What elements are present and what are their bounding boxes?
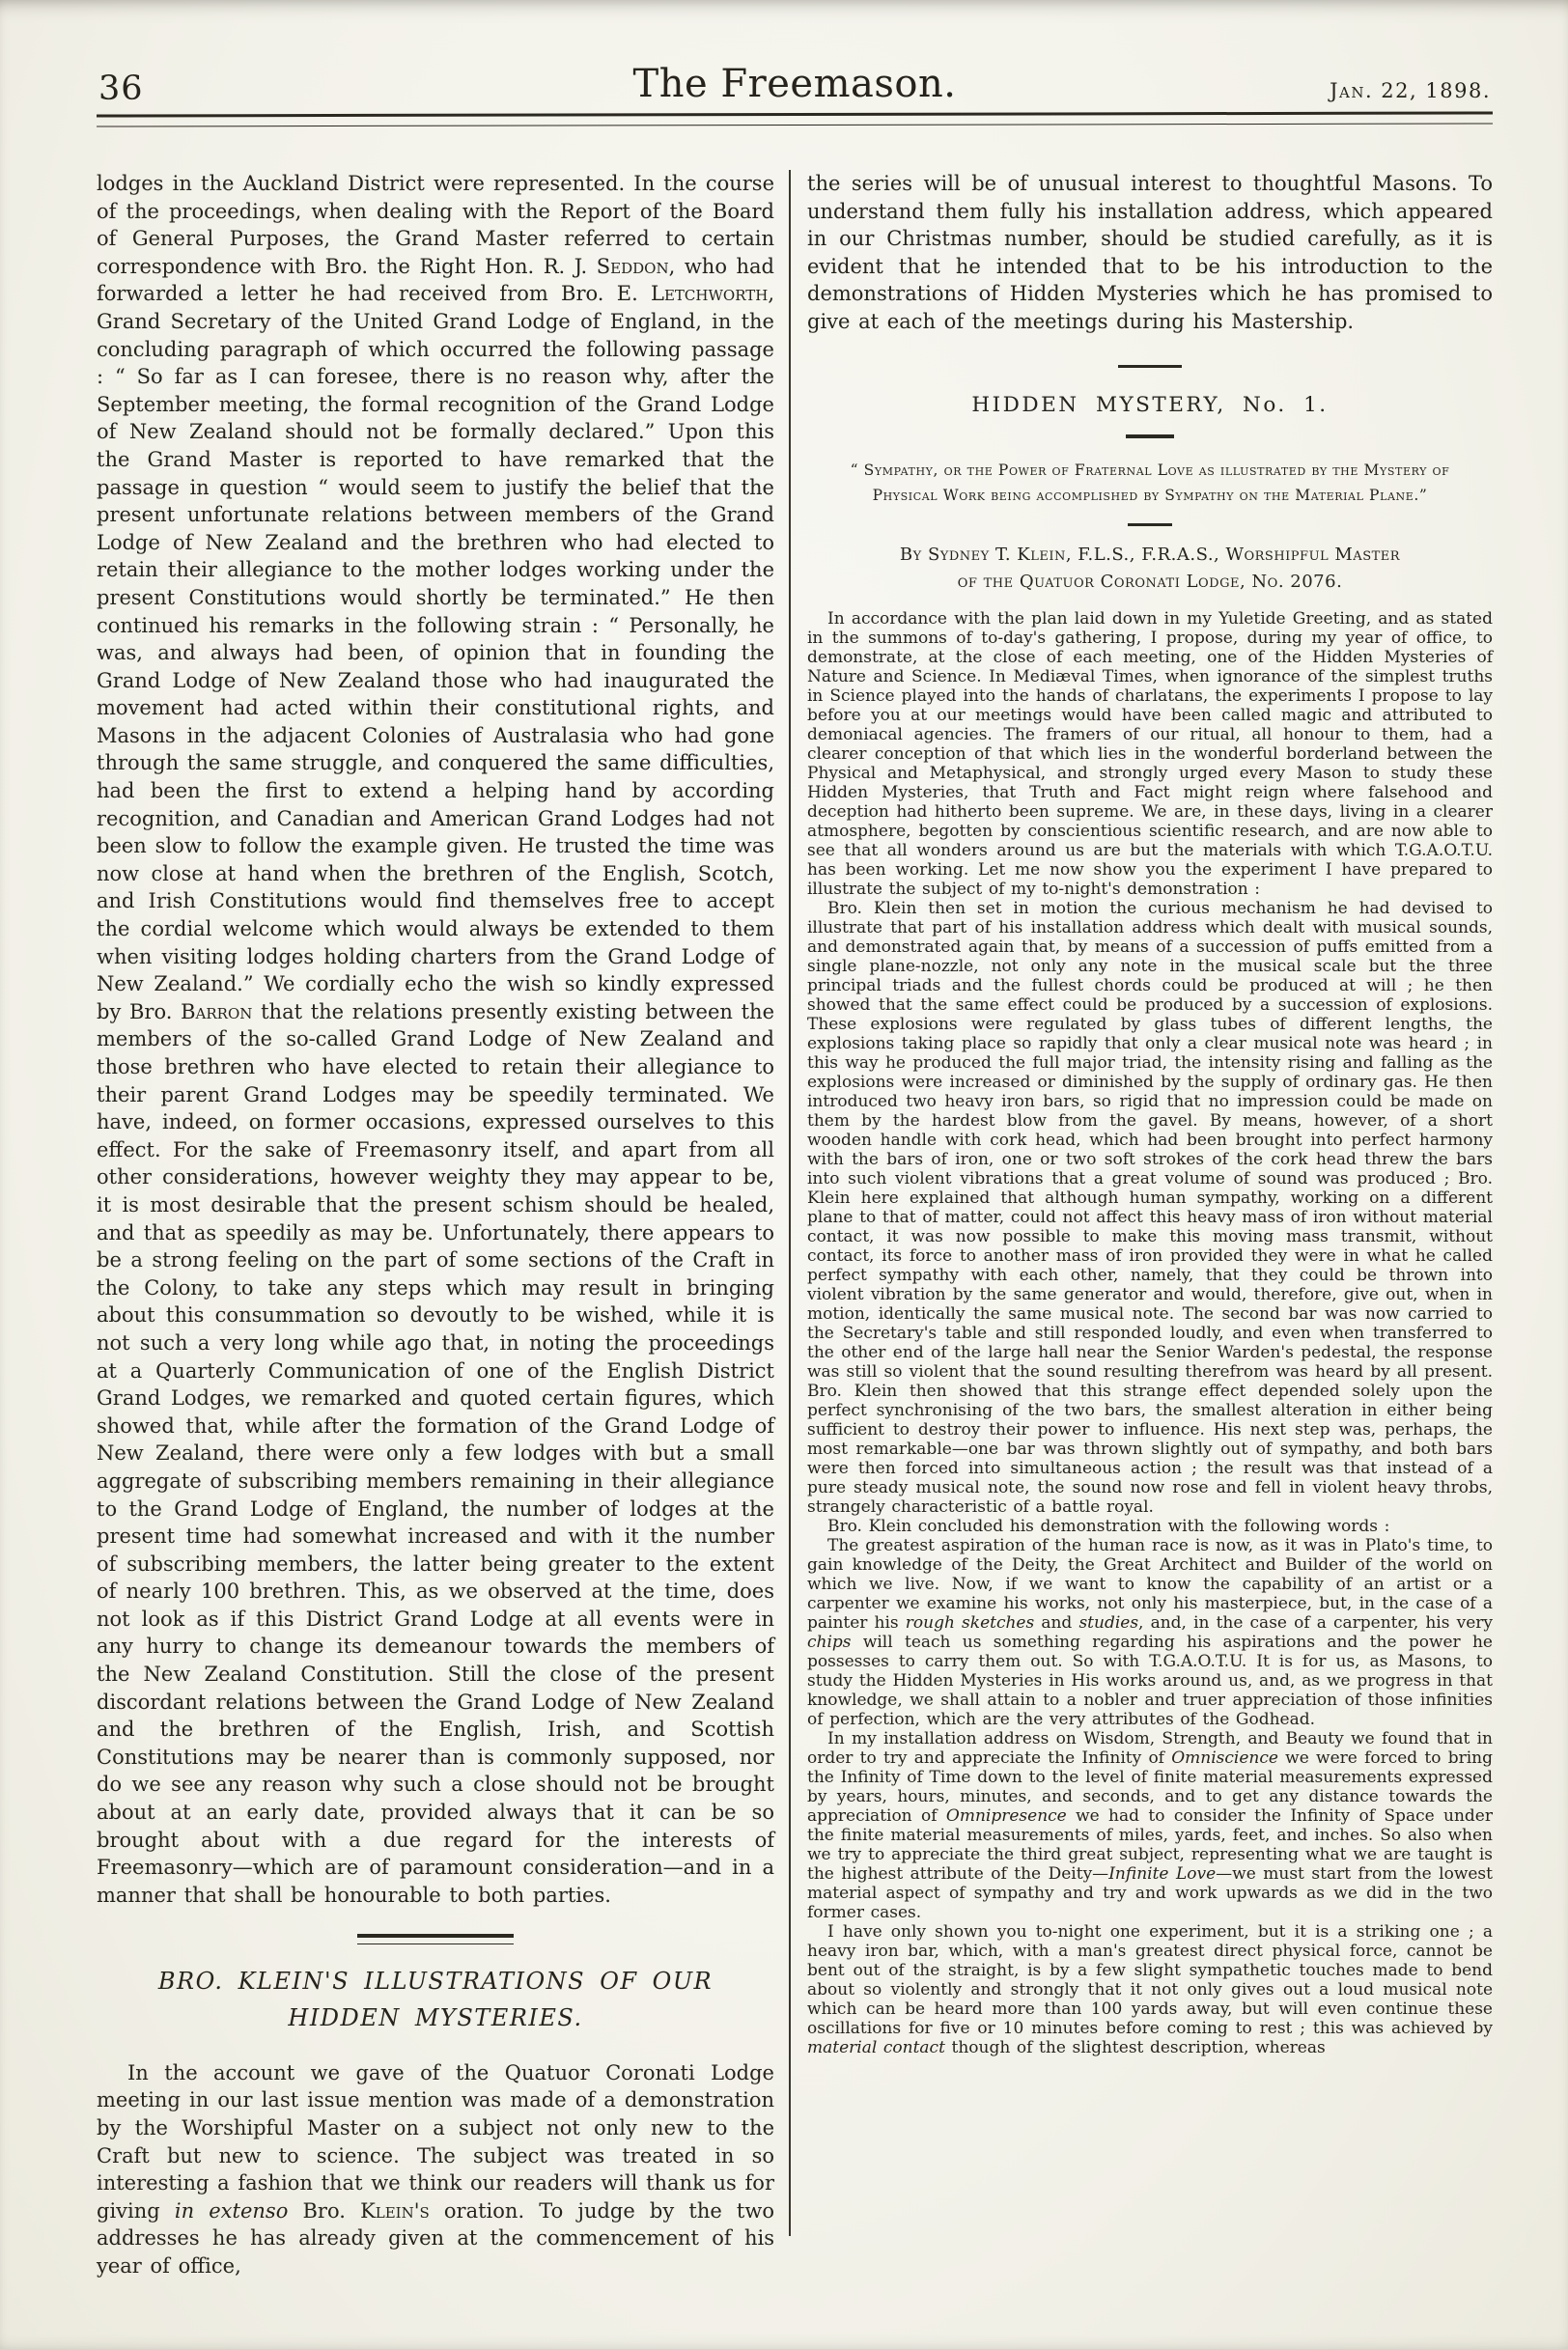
short-divider-rule — [1126, 434, 1174, 438]
page-number: 36 — [98, 70, 144, 108]
byline-line2: of the Quatuor Coronati Lodge, No. 2076. — [957, 571, 1343, 592]
right-column — [791, 170, 1493, 2057]
short-divider-rule — [1128, 523, 1172, 527]
issue-date: Jan. 22, 1898. — [1330, 79, 1491, 102]
header-double-rule — [97, 111, 1493, 126]
klein-intro-continuation-paragraph: the series will be of unusual interest to thoughtful Masons. To understand them fully his installation address, which appeared in our Christmas number, should be studied carefully, as it is evident that he intended that to be his introduction to the demonstrations of Hidden Mysteries which he has promised to give at each of the meetings during his Mastership. — [807, 172, 1493, 333]
article-epigraph: “ Sympathy, or the Power of Fraternal Love as illustrated by the Mystery of Physical Work being accomplished by Sympathy on the Material Plane.” — [850, 461, 1450, 504]
section-heading — [97, 1964, 774, 2035]
two-column-body — [97, 170, 1493, 2280]
oration-paragraph: Bro. Klein then set in motion the curious mechanism he had devised to illustrate that part of his installation address which dealt with musical sounds, and demonstrated again that, by means of a succession of puffs emitted from a single plane-nozzle, not only any note in the musical scale but the three principal triads and the fullest chords could be produced at will ; he then showed that the same effect could be produced by a succession of explosions. These explosions were regulated by glass tubes of different lengths, the explosions taking place so rapidly that only a clear musical note was heard ; in this way he produced the full major triad, the intensity rising and falling as the explosions were increased or diminished by the supply of ordinary gas. He then introduced two heavy iron bars, so rigid that no impression could be made on them by the hardest blow from the gavel. By means, however, of a short wooden handle with cork head, which had been brought into perfect harmony with the bars of iron, one or two soft strokes of the cork head threw the bars into such violent vibrations that a great volume of sound was produced ; Bro. Klein here explained that although human sympathy, working on a different plane to that of matter, could not affect this heavy mass of iron without material contact, it was now possible to make this moving mass transmit, without contact, its force to another mass of iron provided they were in what he called perfect sympathy with each other, namely, that they could be thrown into violent vibration by the same generator and would, therefore, give out, when in motion, identically the same musical note. The second bar was now carried to the Secretary's table and still responded loudly, and even when transferred to the other end of the large hall near the Senior Warden's pedestal, the response was still so violent that the sound resulting therefrom was heard by all present. Bro. Klein then showed that this strange effect depended solely upon the perfect synchronising of the two bars, the smallest alteration in either being sufficient to destroy their power to influence. His next step was, perhaps, the most remarkable—one bar was thrown slightly out of sympathy, and both bars were then forced into simultaneous action ; the result was that instead of a pure steady musical note, the sound now rose and fell in violent heavy throbs, strangely characteristic of a battle royal. — [807, 899, 1493, 1518]
byline-line1: By Sydney T. Klein, F.L.S., F.R.A.S., Worshipful Master — [899, 545, 1401, 566]
section-divider-rule — [357, 1934, 514, 1944]
nz-leader-continuation-paragraph: lodges in the Auckland District were represented. In the course of the proceedings, when dealing with the Report of the Board of General Purposes, the Grand Master referred to certain correspondence with Bro. the Right Hon. R. J. Seddon, who had forwarded a letter he had received from Bro. E. Letchworth, Grand Secretary of the United Grand Lodge of England, in the concluding paragraph of which occurred the following passage : “ So far as I can foresee, there is no reason why, after the September meeting, the formal recognition of the Grand Lodge of New Zealand should not be formally declared.” Upon this the Grand Master is reported to have remarked that the passage in question “ would seem to justify the belief that the present unfortunate relations between members of the Grand Lodge of New Zealand and the brethren who had elected to retain their allegiance to the mother lodges working under the present Constitutions would shortly be terminated.” He then continued his remarks in the following strain : “ Personally, he was, and always had been, of opinion that in founding the Grand Lodge of New Zealand those who had inaugurated the movement had acted within their constitutional rights, and Masons in the adjacent Colonies of Australasia who had gone through the same struggle, and conquered the same difficulties, had been the first to extend a helping hand by according recognition, and Canadian and American Grand Lodges had not been slow to follow the example given. He trusted the time was now close at hand when the brethren of the English, Scotch, and Irish Constitutions would find themselves free to accept the cordial welcome which would always be extended to them when visiting lodges holding charters from the Grand Lodge of New Zealand.” We cordially echo the wish so kindly expressed by Bro. Barron that the relations presently existing between the members of the so-called Grand Lodge of New Zealand and those brethren who have elected to retain their allegiance to their parent Grand Lodges may be speedily terminated. We have, indeed, on former occasions, expressed ourselves to this effect. For the sake of Freemasonry itself, and apart from all other considerations, however weighty they may appear to be, it is most desirable that the present schism should be healed, and that as speedily as may be. Unfortunately, there appears to be a strong feeling on the part of some sections of the Craft in the Colony, to take any steps which may result in bringing about this consummation so devoutly to be wished, while it is not such a very long while ago that, in noting the proceedings at a Quarterly Communication of one of the English District Grand Lodges, we remarked and quoted certain figures, which showed that, while after the formation of the Grand Lodge of New Zealand, there were only a few lodges with but a small aggregate of subscribing members remaining in their allegiance to the Grand Lodge of England, the number of lodges at the present time had somewhat increased and with it the number of subscribing members, the latter being greater to the extent of nearly 100 brethren. This, as we observed at the time, does not look as if this District Grand Lodge at all events were in any hurry to change its demeanour towards the members of the New Zealand Constitution. Still the close of the present discordant relations between the Grand Lodge of New Zealand and the brethren of the English, Irish, and Scottish Constitutions may be nearer than is commonly supposed, nor do we see any reason why such a close should not be brought about at an early date, provided always that it can be so brought about with a due regard for the interests of Freemasonry—which are of paramount consideration—and in a manner that shall be honourable to both parties. — [97, 172, 774, 1907]
masthead-title: The Freemason. — [632, 62, 957, 106]
oration-paragraph: I have only shown you to-night one experiment, but it is a striking one ; a heavy iron bar, which, with a man's greatest direct physical force, cannot be bent out of the straight, is by a few slight sympathetic touches made to bend about so violently and strongly that it not only gives out a loud musical note which can be heard more than 100 yards away, but will even continue these oscillations for five or 10 minutes before coming to rest ; this was achieved by material contact though of the slightest description, whereas — [807, 1922, 1493, 2058]
klein-intro-paragraph: In the account we gave of the Quatuor Coronati Lodge meeting in our last issue mention was made of a demonstration by the Worshipful Master on a subject not only new to the Craft but new to science. The subject was treated in so interesting a fashion that we think our readers will thank us for giving in extenso Bro. Klein's oration. To judge by the two addresses he has already given at the commencement of his year of office, — [97, 2060, 774, 2278]
article-byline — [807, 542, 1493, 595]
section-heading-line1: BRO. KLEIN'S ILLUSTRATIONS OF OUR — [157, 1968, 714, 1996]
oration-paragraph: Bro. Klein concluded his demonstration with the following words : — [827, 1517, 1390, 1537]
short-divider-rule — [1118, 365, 1182, 369]
section-heading-line2: HIDDEN MYSTERIES. — [288, 2003, 583, 2031]
oration-paragraph: In accordance with the plan laid down in my Yuletide Greeting, and as stated in the summons of to-day's gathering, I propose, during my year of office, to demonstrate, at the close of each meeting, one of the Hidden Mysteries of Nature and Science. In Mediæval Times, when ignorance of the simplest truths in Science played into the hands of charlatans, the experiments I propose to lay before you at our meetings would have been called magic and attributed to demoniacal agencies. The framers of our ritual, all honour to them, had a clearer conception of that which lies in the wonderful borderland between the Physical and Metaphysical, and strongly urged every Mason to study these Hidden Mysteries, that Truth and Fact might reign where falsehood and deception had hitherto been supreme. We are, in these days, living in a clearer atmosphere, begotten by conscientious scientific research, and are now able to see that all wonders around us are but the materials with which T.G.A.O.T.U. has been working. Let me now show you the experiment I have prepared to illustrate the subject of my to-night's demonstration : — [807, 609, 1493, 900]
oration-paragraph: In my installation address on Wisdom, Strength, and Beauty we found that in order to try and appreciate the Infinity of Omniscience we were forced to bring the Infinity of Time down to the level of finite material measurements expressed by years, hours, minutes, and seconds, and to get any distance towards the appreciation of Omnipresence we had to consider the Infinity of Space under the finite material measurements of miles, yards, feet, and inches. So also when we try to appreciate the third great subject, representing what we are taught is the highest attribute of the Deity—Infinite Love—we must start from the lowest material aspect of sympathy and try and work upwards as we did in the two former cases. — [807, 1729, 1494, 1923]
page-header — [97, 52, 1493, 106]
article-heading: HIDDEN MYSTERY, No. 1. — [971, 393, 1329, 418]
oration-paragraph: The greatest aspiration of the human race is now, as it was in Plato's time, to gain knowledge of the Deity, the Great Architect and Builder of the world on which we live. Now, if we want to know the capability of an artist or a carpenter we examine his works, not only his masterpiece, but, in the case of a painter his rough sketches and studies, and, in the case of a carpenter, his very chips will teach us something regarding his aspirations and the power he possesses to carry them out. So with T.G.A.O.T.U. It is for us, as Masons, to study the Hidden Mysteries in His works around us, and, as we progress in that knowledge, we shall attain to a nobler and truer appreciation of those infinities of perfection, which are the very attributes of the Godhead. — [807, 1536, 1493, 1730]
left-column — [97, 170, 789, 2280]
